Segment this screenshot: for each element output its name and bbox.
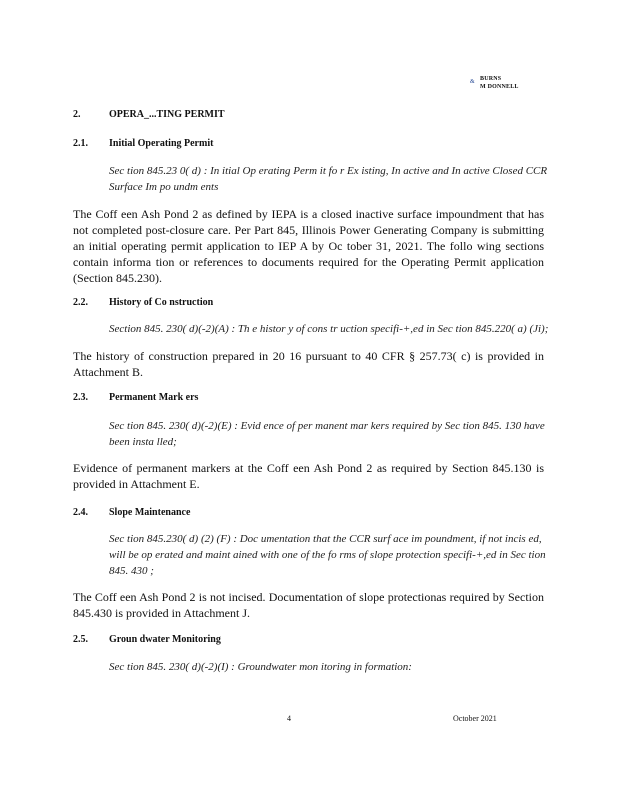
regulation-quote: Sec tion 845.23 0( d) : In itial Op erating Perm it fo r Ex isting, In active and In active Closed CCR Surface Im po undm ents bbox=[109, 165, 548, 193]
subsection-title: Slope Maintenance bbox=[109, 507, 191, 518]
footer-date: October 2021 bbox=[453, 714, 497, 723]
logo-ampersand-icon: & bbox=[470, 79, 475, 85]
regulation-quote: Sec tion 845. 230( d)(-2)(E) : Evid ence of per manent mar kers required by Sec tion 845. 130 have been insta lled; bbox=[109, 420, 545, 448]
section-heading bbox=[73, 109, 225, 120]
body-paragraph: Evidence of permanent markers at the Coff een Ash Pond 2 as required by Section 845.130 is provided in Attachment E. bbox=[73, 461, 544, 491]
subsection-number: 2.5. bbox=[73, 634, 88, 645]
subsection-heading bbox=[73, 634, 221, 645]
body-paragraph: The Coff een Ash Pond 2 is not incised. Documentation of slope protectionas required by Section 845.430 is provided in Attachment J. bbox=[73, 590, 544, 620]
section-number: 2. bbox=[73, 109, 81, 120]
subsection-number: 2.1. bbox=[73, 138, 88, 149]
logo-text-line1: BURNS bbox=[480, 76, 502, 82]
subsection-number: 2.2. bbox=[73, 297, 88, 308]
subsection-title: Groun dwater Monitoring bbox=[109, 634, 221, 645]
regulation-quote: Section 845. 230( d)(-2)(A) : Th e histor y of cons tr uction specifi-+,ed in Sec tion 845.220( a) (Ji); bbox=[109, 323, 549, 335]
logo-text-line2: M DONNELL bbox=[480, 84, 519, 90]
subsection-title: Initial Operating Permit bbox=[109, 138, 214, 149]
regulation-quote: Sec tion 845. 230( d)(-2)(I) : Groundwater mon itoring in formation: bbox=[109, 661, 412, 673]
subsection-heading bbox=[73, 297, 213, 308]
subsection-heading bbox=[73, 138, 213, 149]
subsection-heading bbox=[73, 507, 190, 518]
subsection-title: History of Co nstruction bbox=[109, 297, 214, 308]
regulation-quote: Sec tion 845.230( d) (2) (F) : Doc umentation that the CCR surf ace im poundment, if not incis ed, will be op erated and maint ained with one of the fo rms of slope protection specifi-+,ed in Sec tion 845. 430 ; bbox=[109, 533, 546, 577]
body-paragraph: The history of construction prepared in 20 16 pursuant to 40 CFR § 257.73( c) is provided in Attachment B. bbox=[73, 349, 544, 379]
subsection-number: 2.3. bbox=[73, 392, 88, 403]
subsection-number: 2.4. bbox=[73, 507, 88, 518]
burns-mcdonnell-logo bbox=[470, 76, 540, 96]
page-number: 4 bbox=[287, 714, 291, 723]
subsection-heading bbox=[73, 392, 198, 403]
section-title: OPERA_...TING PERMIT bbox=[109, 109, 225, 120]
body-paragraph: The Coff een Ash Pond 2 as defined by IEPA is a closed inactive surface impoundment that has not completed post-closure care. Per Part 845, Illinois Power Generating Company is submitting an initial operating permit application to IEP A by Oc tober 31, 2021. The follo wing sections contain informa tion or references to documents required for the Operating Permit application (Section 845.230). bbox=[73, 207, 544, 285]
subsection-title: Permanent Mark ers bbox=[109, 392, 199, 403]
